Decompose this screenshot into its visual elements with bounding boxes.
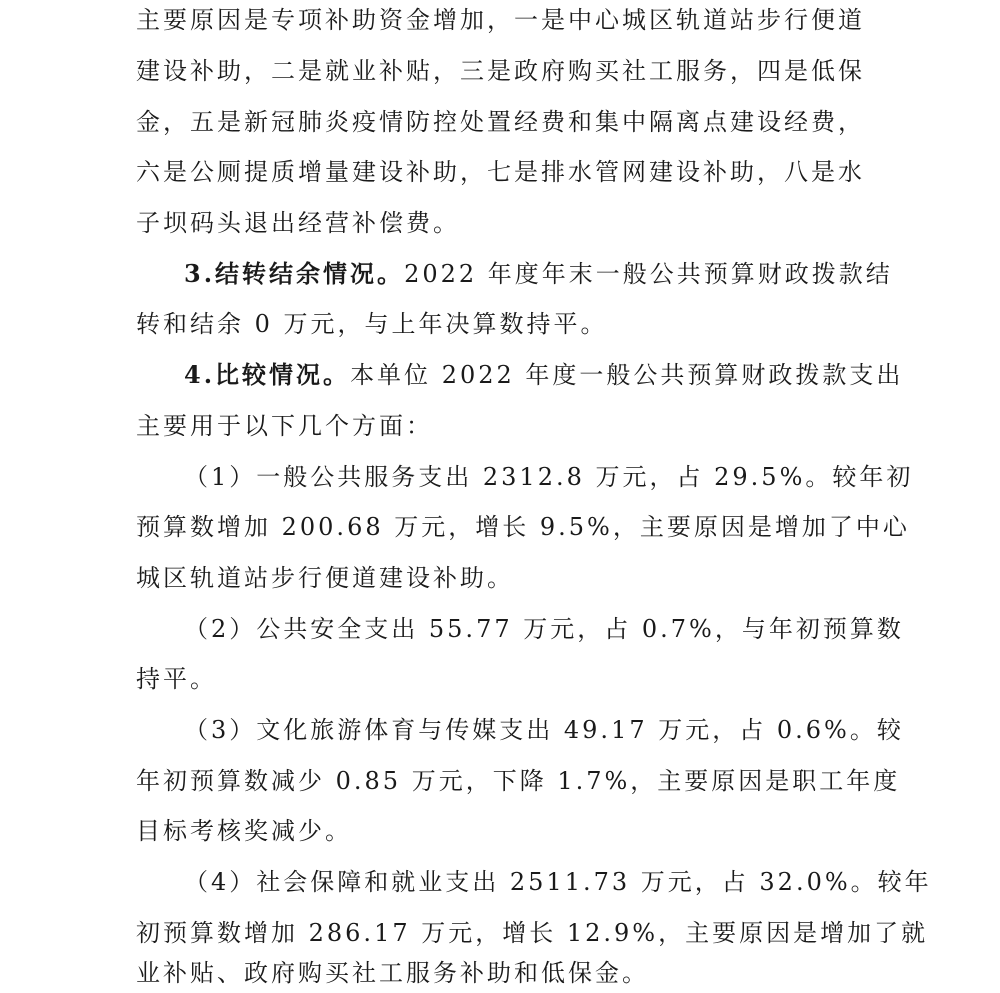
list-item-line: （3）文化旅游体育与传媒支出 49.17 万元，占 0.6%。较 xyxy=(184,716,904,744)
text-line: 预算数增加 200.68 万元，增长 9.5%，主要原因是增加了中心 xyxy=(136,513,910,541)
section-heading: 3.结转结余情况。 xyxy=(184,259,405,288)
text-line: 子坝码头退出经营补偿费。 xyxy=(136,209,460,237)
text-line: 业补贴、政府购买社工服务补助和低保金。 xyxy=(136,959,649,987)
text-line: 建设补助，二是就业补贴，三是政府购买社工服务，四是低保 xyxy=(136,57,865,85)
text-line: 转和结余 0 万元，与上年决算数持平。 xyxy=(136,310,608,338)
text-line: 年初预算数减少 0.85 万元，下降 1.7%，主要原因是职工年度 xyxy=(136,767,901,795)
paragraph-first-line xyxy=(184,254,893,294)
section-heading: 4.比较情况。 xyxy=(184,360,351,389)
text-line: 初预算数增加 286.17 万元，增长 12.9%，主要原因是增加了就 xyxy=(136,919,929,947)
text-line: 六是公厕提质增量建设补助，七是排水管网建设补助，八是水 xyxy=(136,158,865,186)
text-line: 主要原因是专项补助资金增加，一是中心城区轨道站步行便道 xyxy=(136,6,865,34)
text-line: 持平。 xyxy=(136,665,217,693)
text-line: 金，五是新冠肺炎疫情防控处置经费和集中隔离点建设经费， xyxy=(136,108,865,136)
text-line: 城区轨道站步行便道建设补助。 xyxy=(136,564,514,592)
text-line: 主要用于以下几个方面： xyxy=(136,412,433,440)
list-item-line: （4）社会保障和就业支出 2511.73 万元，占 32.0%。较年 xyxy=(184,868,932,896)
text-span: 2022 年度年末一般公共预算财政拨款结 xyxy=(404,260,893,288)
list-item-line: （2）公共安全支出 55.77 万元，占 0.7%，与年初预算数 xyxy=(184,615,904,643)
text-line: 目标考核奖减少。 xyxy=(136,817,352,845)
text-span: 本单位 2022 年度一般公共预算财政拨款支出 xyxy=(350,361,904,389)
paragraph-first-line xyxy=(184,355,903,395)
list-item-line: （1）一般公共服务支出 2312.8 万元，占 29.5%。较年初 xyxy=(184,463,914,491)
